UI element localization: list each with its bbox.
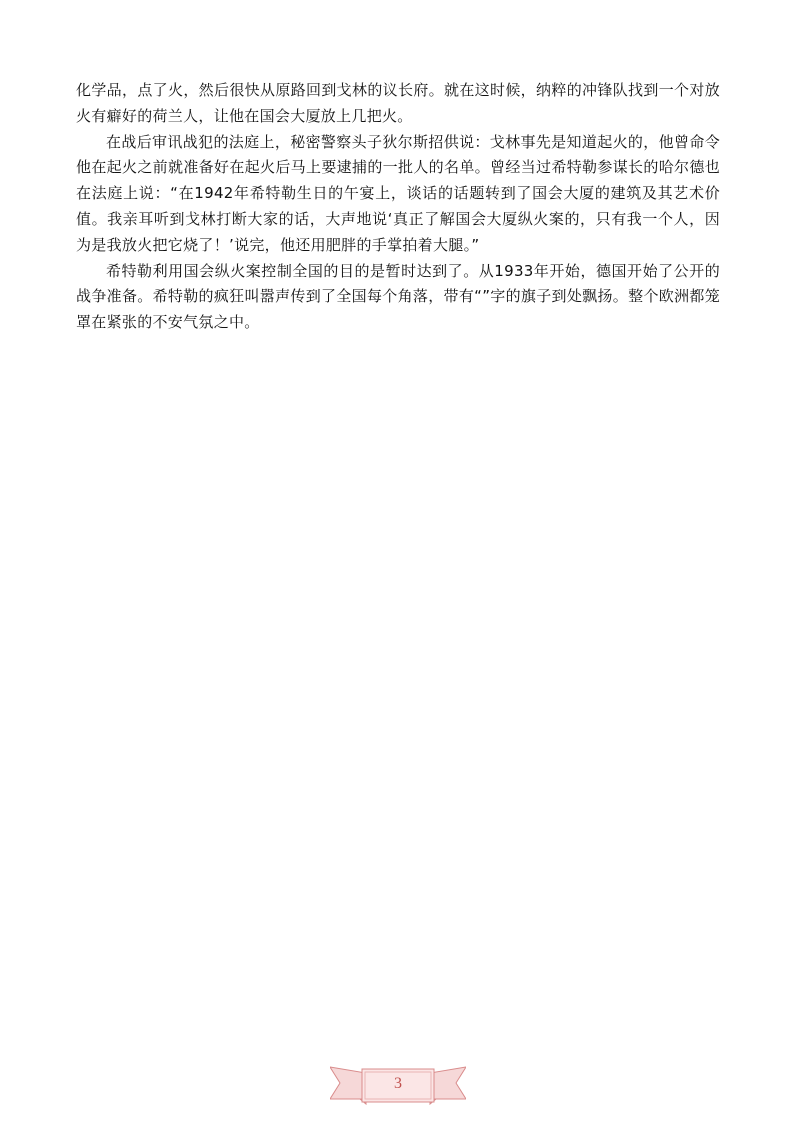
- paragraph-2: 在战后审讯战犯的法庭上，秘密警察头子狄尔斯招供说：戈林事先是知道起火的，他曾命令他在起火之前就准备好在起火后马上要逮捕的一批人的名单。曾经当过希特勒参谋长的哈尔德也在法庭上说：“在1942年希特勒生日的午宴上，谈话的话题转到了国会大厦的建筑及其艺术价值。我亲耳听到戈林打断大家的话，大声地说‘真正了解国会大厦纵火案的，只有我一个人，因为是我放火把它烧了！’说完，他还用肥胖的手掌拍着大腿。”: [76, 132, 720, 254]
- page-number: 3: [394, 1075, 402, 1092]
- paragraph-1: 化学品，点了火，然后很快从原路回到戈林的议长府。就在这时候，纳粹的冲锋队找到一个对放火有癖好的荷兰人，让他在国会大厦放上几把火。: [76, 81, 720, 125]
- page-footer: [330, 1062, 466, 1106]
- paragraph-3: 希特勒利用国会纵火案控制全国的目的是暂时达到了。从1933年开始，德国开始了公开的战争准备。希特勒的疯狂叫嚣声传到了全国每个角落，带有“”字的旗子到处飘扬。整个欧洲都笼罩在紧张的不安气氛之中。: [76, 261, 720, 332]
- document-body: [76, 78, 720, 336]
